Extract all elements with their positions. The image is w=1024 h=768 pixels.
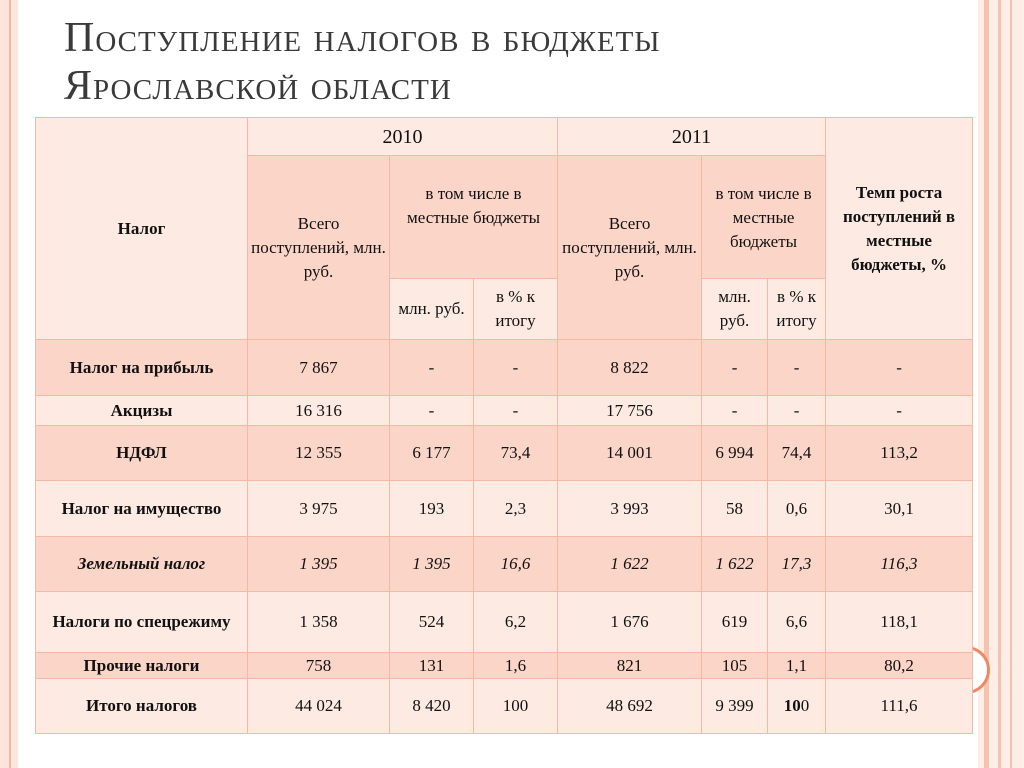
row-name: Налог на прибыль xyxy=(36,340,248,396)
left-border-decoration xyxy=(0,0,18,768)
cell-local-2010: 193 xyxy=(390,481,474,537)
table-row xyxy=(36,481,973,537)
cell-pct-2010: - xyxy=(474,340,558,396)
cell-growth: 30,1 xyxy=(826,481,973,537)
cell-total-2011: 1 676 xyxy=(558,592,702,653)
cell-total-2011: 14 001 xyxy=(558,426,702,481)
cell-growth: 113,2 xyxy=(826,426,973,481)
table-row xyxy=(36,340,973,396)
cell-pct-2011: 17,3 xyxy=(768,537,826,592)
cell-total-2010: 7 867 xyxy=(248,340,390,396)
cell-total-2011: 17 756 xyxy=(558,396,702,426)
cell-pct-2010: 2,3 xyxy=(474,481,558,537)
cell-local-2010: 1 395 xyxy=(390,537,474,592)
cell-total-2010: 758 xyxy=(248,653,390,679)
header-tax: Налог xyxy=(36,118,248,340)
cell-total-2011: 48 692 xyxy=(558,679,702,734)
row-name: Налог на имущество xyxy=(36,481,248,537)
cell-pct-2010: - xyxy=(474,396,558,426)
cell-local-2010: 6 177 xyxy=(390,426,474,481)
cell-total-2011: 3 993 xyxy=(558,481,702,537)
cell-pct-2011: 6,6 xyxy=(768,592,826,653)
cell-local-2011: 1 622 xyxy=(702,537,768,592)
cell-pct-2010: 16,6 xyxy=(474,537,558,592)
cell-growth: 118,1 xyxy=(826,592,973,653)
cell-pct-2011: 1,1 xyxy=(768,653,826,679)
cell-growth: 116,3 xyxy=(826,537,973,592)
cell-local-2011: 6 994 xyxy=(702,426,768,481)
cell-growth: 111,6 xyxy=(826,679,973,734)
cell-local-2011: 105 xyxy=(702,653,768,679)
cell-pct-2011: - xyxy=(768,396,826,426)
cell-pct-2011 xyxy=(768,679,826,734)
row-name: Прочие налоги xyxy=(36,653,248,679)
table-row xyxy=(36,426,973,481)
table-row-total xyxy=(36,679,973,734)
cell-total-2010: 3 975 xyxy=(248,481,390,537)
cell-local-2011: 58 xyxy=(702,481,768,537)
row-name: Земельный налог xyxy=(36,537,248,592)
title-line-1: Поступление налогов в бюджеты xyxy=(64,15,661,61)
table-row xyxy=(36,396,973,426)
cell-total-2010: 44 024 xyxy=(248,679,390,734)
cell-growth: - xyxy=(826,340,973,396)
header-growth: Темп роста поступлений в местные бюджеты, % xyxy=(826,118,973,340)
cell-total-2011: 821 xyxy=(558,653,702,679)
cell-pct-2010: 73,4 xyxy=(474,426,558,481)
cell-total-2010: 1 358 xyxy=(248,592,390,653)
header-mln-2010: млн. руб. xyxy=(390,279,474,340)
cell-local-2010: - xyxy=(390,396,474,426)
cell-local-2011: - xyxy=(702,340,768,396)
cell-pct-2011: 0,6 xyxy=(768,481,826,537)
cell-local-2010: 131 xyxy=(390,653,474,679)
header-row-years xyxy=(36,118,973,156)
cell-pct-2010: 1,6 xyxy=(474,653,558,679)
cell-total-2011: 1 622 xyxy=(558,537,702,592)
cell-total-2010: 12 355 xyxy=(248,426,390,481)
cell-total-2010: 16 316 xyxy=(248,396,390,426)
cell-pct-2011-bold-part: 10 xyxy=(783,696,801,715)
cell-local-2011: - xyxy=(702,396,768,426)
row-name: Итого налогов xyxy=(36,679,248,734)
header-total-2010: Всего поступлений, млн. руб. xyxy=(248,156,390,340)
cell-local-2011: 619 xyxy=(702,592,768,653)
cell-pct-2011: 74,4 xyxy=(768,426,826,481)
header-year-2010: 2010 xyxy=(248,118,558,156)
row-name: Налоги по спецрежиму xyxy=(36,592,248,653)
tax-table xyxy=(35,117,973,734)
row-name: НДФЛ xyxy=(36,426,248,481)
header-total-2011: Всего поступлений, млн. руб. xyxy=(558,156,702,340)
table-row xyxy=(36,653,973,679)
table-row xyxy=(36,537,973,592)
header-mln-2011: млн. руб. xyxy=(702,279,768,340)
slide-title xyxy=(64,14,944,110)
cell-local-2011: 9 399 xyxy=(702,679,768,734)
header-pct-2010: в % к итогу xyxy=(474,279,558,340)
cell-pct-2010: 6,2 xyxy=(474,592,558,653)
cell-local-2010: 8 420 xyxy=(390,679,474,734)
cell-total-2010: 1 395 xyxy=(248,537,390,592)
cell-pct-2011: - xyxy=(768,340,826,396)
right-border-decoration xyxy=(978,0,1024,768)
cell-local-2010: - xyxy=(390,340,474,396)
title-line-2: Ярославской области xyxy=(64,63,452,109)
cell-pct-2011-rest-part: 0 xyxy=(800,696,810,715)
table-row xyxy=(36,592,973,653)
header-year-2011: 2011 xyxy=(558,118,826,156)
header-local-2010: в том числе в местные бюджеты xyxy=(390,156,558,279)
cell-local-2010: 524 xyxy=(390,592,474,653)
row-name: Акцизы xyxy=(36,396,248,426)
cell-growth: 80,2 xyxy=(826,653,973,679)
header-local-2011: в том числе в местные бюджеты xyxy=(702,156,826,279)
header-pct-2011: в % к итогу xyxy=(768,279,826,340)
cell-total-2011: 8 822 xyxy=(558,340,702,396)
cell-pct-2010: 100 xyxy=(474,679,558,734)
cell-growth: - xyxy=(826,396,973,426)
